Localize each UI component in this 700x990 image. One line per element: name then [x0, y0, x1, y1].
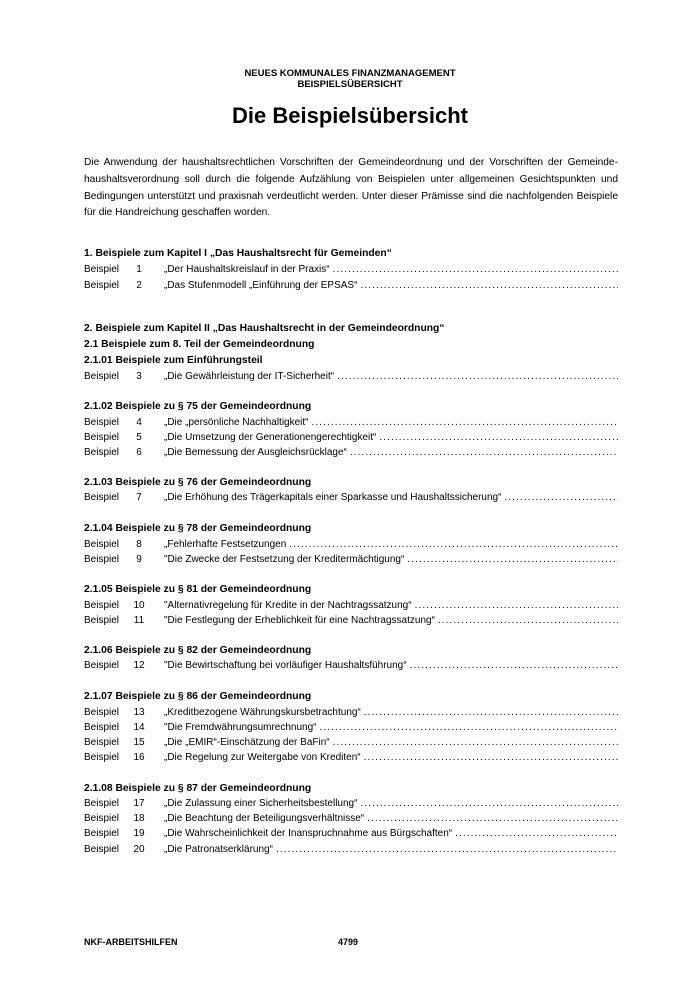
example-row [84, 614, 618, 628]
example-label: Beispiel [84, 280, 120, 291]
example-number: 7 [136, 492, 142, 503]
page-title: Die Beispielsübersicht [232, 103, 468, 128]
example-label: Beispiel [84, 813, 120, 824]
example-number: 9 [136, 554, 142, 565]
example-row [84, 416, 618, 430]
example-title: „Die Gewährleistung der IT-Sicherheit“ [164, 371, 337, 382]
example-title: „Die Erhöhung des Trägerkapitals einer Sparkasse und Haushaltssicherung“ [164, 492, 504, 503]
example-row [84, 279, 618, 293]
example-row [84, 827, 618, 841]
example-title: „Die Patronatserklärung“ [164, 844, 276, 855]
example-label: Beispiel [84, 264, 120, 275]
heading-2-1-01: 2.1.01 Beispiele zum Einführungsteil [84, 355, 263, 366]
example-row [84, 797, 618, 811]
running-header-line-1: NEUES KOMMUNALES FINANZMANAGEMENT [244, 68, 456, 79]
example-number: 4 [136, 417, 142, 428]
example-title: „Die Wahrscheinlichkeit der Inanspruchnahme aus Bürgschaften“ [164, 828, 455, 839]
example-number: 16 [133, 752, 145, 763]
example-row [84, 706, 618, 720]
example-title: „Die Beachtung der Beteiligungsverhältnisse“ [164, 813, 367, 824]
example-title: "Die Zwecke der Festsetzung der Kreditermächtigung“ [164, 554, 407, 565]
example-title: "Alternativregelung für Kredite in der Nachtragssatzung“ [164, 600, 415, 611]
example-number: 1 [136, 264, 142, 275]
example-row [84, 491, 618, 505]
example-number: 14 [133, 722, 145, 733]
example-row [84, 812, 618, 826]
example-row [84, 538, 618, 552]
example-label: Beispiel [84, 752, 120, 763]
example-number: 15 [133, 737, 145, 748]
example-row [84, 736, 618, 750]
example-number: 8 [136, 539, 142, 550]
example-label: Beispiel [84, 492, 120, 503]
example-title: „Kreditbezogene Währungskursbetrachtung“ [164, 707, 364, 718]
example-number: 6 [136, 447, 142, 458]
heading-2-1-02: 2.1.02 Beispiele zu § 75 der Gemeindeordnung [84, 401, 312, 412]
heading-kapitel-1: 1. Beispiele zum Kapitel I „Das Haushaltsrecht für Gemeinden“ [84, 248, 392, 259]
page-number: 4799 [338, 937, 359, 947]
footer-publication: NKF-ARBEITSHILFEN [84, 937, 178, 947]
example-label: Beispiel [84, 417, 120, 428]
example-title: „Fehlerhafte Festsetzungen [164, 539, 289, 550]
example-label: Beispiel [84, 539, 120, 550]
intro-paragraph: Die Anwendung der haushaltsrechtlichen Vorschriften der Gemeindeordnung und der Vorschriften der Gemeindehaushaltsverordnung soll durch die folgende Aufzählung von Beispielen unter allgemeinen Gesichtspunkten und Bedingungen unterstützt und praxisnah verdeutlicht werden. Unter dieser Prämisse sind die nachfolgenden Beispiele für die Handreichung geschaffen worden. [84, 157, 618, 219]
example-title: "Die Festlegung der Erheblichkeit für eine Nachtragssatzung“ [164, 615, 438, 626]
heading-2-1-05: 2.1.05 Beispiele zu § 81 der Gemeindeordnung [84, 584, 312, 595]
example-row [84, 721, 618, 735]
example-row [84, 446, 618, 460]
example-label: Beispiel [84, 828, 120, 839]
example-label: Beispiel [84, 722, 120, 733]
example-label: Beispiel [84, 844, 120, 855]
example-label: Beispiel [84, 432, 120, 443]
example-number: 5 [136, 432, 142, 443]
example-title: „Das Stufenmodell „Einführung der EPSAS“ [164, 280, 360, 291]
example-row [84, 431, 618, 445]
example-number: 18 [133, 813, 145, 824]
example-label: Beispiel [84, 600, 120, 611]
example-label: Beispiel [84, 707, 120, 718]
example-title: „Die „EMIR“-Einschätzung der BaFin“ [164, 737, 333, 748]
example-title: "Die Fremdwährungsumrechnung“ [164, 722, 320, 733]
heading-2-1-04: 2.1.04 Beispiele zu § 78 der Gemeindeordnung [84, 523, 312, 534]
heading-2-1-08: 2.1.08 Beispiele zu § 87 der Gemeindeordnung [84, 783, 312, 794]
example-label: Beispiel [84, 660, 120, 671]
example-number: 17 [133, 798, 145, 809]
example-row [84, 599, 618, 613]
example-title: „Die „persönliche Nachhaltigkeit“ [164, 417, 312, 428]
example-label: Beispiel [84, 737, 120, 748]
heading-2-1-03: 2.1.03 Beispiele zu § 76 der Gemeindeordnung [84, 477, 312, 488]
example-number: 3 [136, 371, 142, 382]
heading-2-1-07: 2.1.07 Beispiele zu § 86 der Gemeindeordnung [84, 691, 312, 702]
example-title: „Die Umsetzung der Generationengerechtigkeit“ [164, 432, 379, 443]
example-number: 12 [133, 660, 145, 671]
example-label: Beispiel [84, 798, 120, 809]
example-label: Beispiel [84, 615, 120, 626]
example-title: „Die Zulassung einer Sicherheitsbestellung“ [164, 798, 360, 809]
example-row [84, 370, 618, 384]
example-label: Beispiel [84, 554, 120, 565]
example-row [84, 263, 618, 277]
example-number: 19 [133, 828, 145, 839]
example-row [84, 843, 618, 857]
example-number: 2 [136, 280, 142, 291]
example-title: „Die Bemessung der Ausgleichsrücklage“ [164, 447, 350, 458]
example-label: Beispiel [84, 447, 120, 458]
heading-2-1: 2.1 Beispiele zum 8. Teil der Gemeindeordnung [84, 339, 315, 350]
example-title: „Der Haushaltskreislauf in der Praxis“ [164, 264, 333, 275]
example-row [84, 659, 618, 673]
heading-kapitel-2: 2. Beispiele zum Kapitel II „Das Haushaltsrecht in der Gemeindeordnung“ [84, 323, 445, 334]
example-number: 11 [133, 615, 145, 626]
example-row [84, 751, 618, 765]
example-number: 20 [133, 844, 145, 855]
heading-2-1-06: 2.1.06 Beispiele zu § 82 der Gemeindeordnung [84, 645, 312, 656]
example-number: 13 [133, 707, 145, 718]
running-header-line-2: BEISPIELSÜBERSICHT [297, 79, 403, 90]
example-title: „Die Regelung zur Weitergabe von Krediten“ [164, 752, 364, 763]
example-row [84, 553, 618, 567]
example-title: "Die Bewirtschaftung bei vorläufiger Haushaltsführung“ [164, 660, 410, 671]
example-number: 10 [133, 600, 145, 611]
example-label: Beispiel [84, 371, 120, 382]
